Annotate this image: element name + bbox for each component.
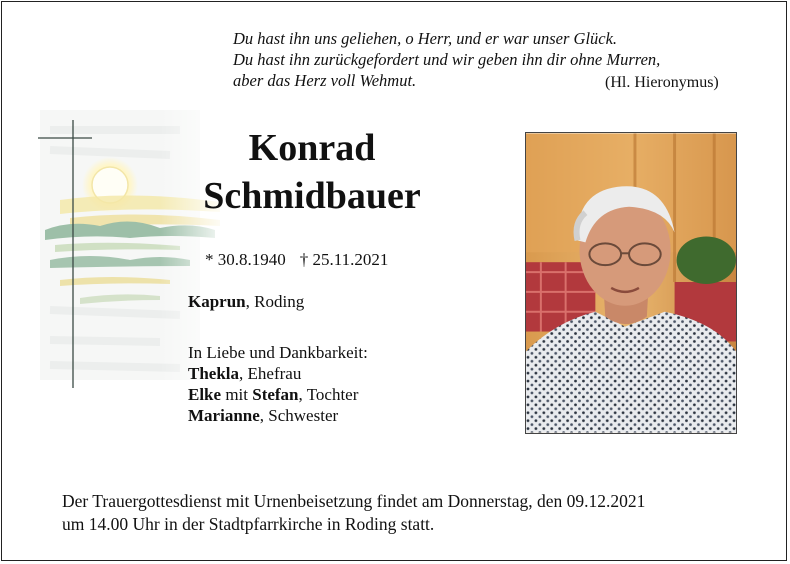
place-main: Kaprun xyxy=(188,292,246,311)
mourner-name: Stefan xyxy=(252,385,299,404)
quote-line-2: Du hast ihn zurückgefordert und wir geben ihn dir ohne Murren, xyxy=(233,50,661,69)
quote-line-1: Du hast ihn uns geliehen, o Herr, und er war unser Glück. xyxy=(233,29,618,48)
mourners-list xyxy=(188,342,368,426)
mourner-name: Thekla xyxy=(188,364,240,383)
service-line-1: Der Trauergottesdienst mit Urnenbeisetzung findet am Donnerstag, den 09.12.2021 xyxy=(62,491,646,511)
first-name: Konrad xyxy=(248,127,376,169)
birth-date: * 30.8.1940 xyxy=(205,250,286,269)
quote-source: (Hl. Hieronymus) xyxy=(605,74,719,91)
portrait-photo xyxy=(525,132,737,434)
mourner-row xyxy=(188,384,368,405)
service-info xyxy=(62,490,762,536)
mourner-row xyxy=(188,363,368,384)
mourners-intro: In Liebe und Dankbarkeit: xyxy=(188,343,368,362)
mourner-name: Marianne xyxy=(188,406,260,425)
mourner-row xyxy=(188,405,368,426)
mourner-relation: , Ehefrau xyxy=(239,364,302,383)
death-date: † 25.11.2021 xyxy=(299,250,389,269)
life-dates xyxy=(205,250,402,270)
bible-quote xyxy=(233,28,773,91)
service-line-2: um 14.00 Uhr in der Stadtpfarrkirche in Roding statt. xyxy=(62,514,435,534)
mourner-relation: , Tochter xyxy=(298,385,359,404)
quote-line-3: aber das Herz voll Wehmut. xyxy=(233,71,417,90)
mourner-relation: , Schwester xyxy=(259,406,339,425)
places xyxy=(188,292,304,312)
obituary-card xyxy=(1,1,787,561)
last-name: Schmidbauer xyxy=(203,175,421,217)
mourner-connector: mit xyxy=(221,385,253,404)
place-rest: , Roding xyxy=(245,292,305,311)
mourner-name: Elke xyxy=(188,385,222,404)
